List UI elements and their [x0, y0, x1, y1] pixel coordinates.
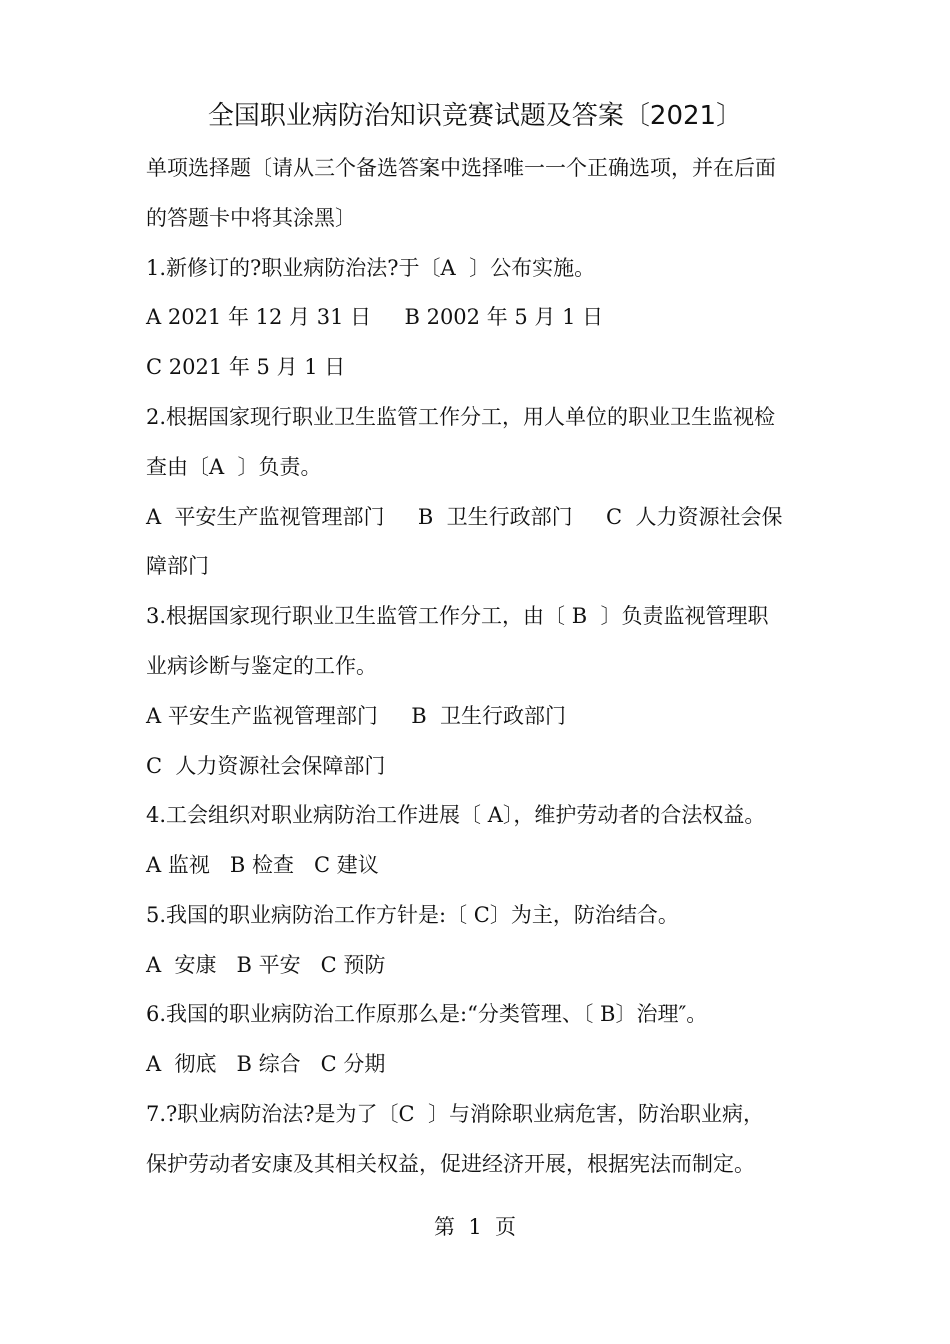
text-line: 保护劳动者安康及其相关权益，促进经济开展，根据宪法而制定。 — [146, 1152, 755, 1176]
text-line: 查由〔A 〕负责。 — [146, 455, 322, 479]
options-line: A 监视 B 检查 C 建议 — [146, 853, 379, 877]
text-line: 单项选择题〔请从三个备选答案中选择唯一一个正确选项，并在后面 — [146, 156, 776, 180]
options-line: C 人力资源社会保障部门 — [146, 754, 386, 778]
page-number: 第 1 页 — [433, 1215, 517, 1239]
question-2: 2.根据国家现行职业卫生监管工作分工，用人单位的职业卫生监视检 — [146, 405, 776, 429]
options-line: A 平安生产监视管理部门 B 卫生行政部门 C 人力资源社会保 — [146, 505, 783, 529]
text-line: 的答题卡中将其涂黑〕 — [146, 206, 356, 230]
document-title: 全国职业病防治知识竞赛试题及答案〔2021〕 — [207, 101, 743, 131]
text-line: 业病诊断与鉴定的工作。 — [146, 654, 377, 678]
question-6: 6.我国的职业病防治工作原那么是:“分类管理、〔 B〕治理″。 — [146, 1002, 708, 1026]
question-3: 3.根据国家现行职业卫生监管工作分工，由〔 B 〕负责监视管理职 — [146, 604, 769, 628]
options-line: A 彻底 B 综合 C 分期 — [146, 1052, 386, 1076]
options-line: A 2021 年 12 月 31 日 B 2002 年 5 月 1 日 — [146, 305, 604, 329]
question-4: 4.工会组织对职业病防治工作进展〔 A〕，维护劳动者的合法权益。 — [146, 803, 766, 827]
options-line: 障部门 — [146, 554, 209, 578]
question-5: 5.我国的职业病防治工作方针是:〔 C〕为主，防治结合。 — [146, 903, 679, 927]
options-line: A 安康 B 平安 C 预防 — [146, 953, 386, 977]
options-line: A 平安生产监视管理部门 B 卫生行政部门 — [146, 704, 566, 728]
question-1: 1.新修订的?职业病防治法?于〔A 〕公布实施。 — [146, 256, 596, 280]
options-line: C 2021 年 5 月 1 日 — [146, 355, 346, 379]
question-7: 7.?职业病防治法?是为了〔C 〕与消除职业病危害，防治职业病， — [146, 1102, 764, 1126]
